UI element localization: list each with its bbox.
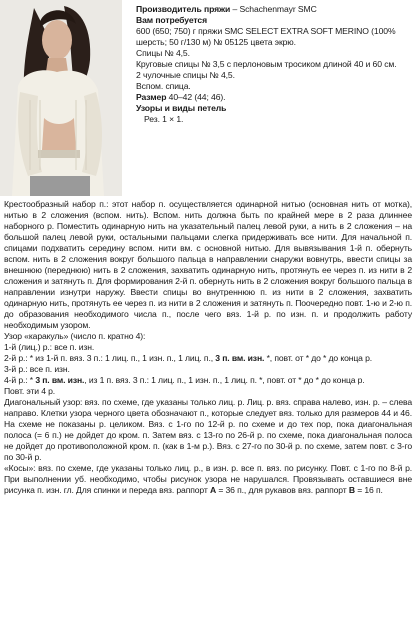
producer-label: Производитель пряжи: [136, 4, 231, 14]
size-label: Размер: [136, 92, 167, 102]
yarn-line: 600 (650; 750) г пряжи SMC SELECT EXTRA SOFT MERINO (100% шерсть; 50 г/130 м) № 05125 цвета экрю.: [136, 26, 396, 47]
needed-title: Вам потребуется: [136, 15, 207, 25]
repeat-b-letter: В: [348, 485, 355, 495]
repeat-a-letter: А: [210, 485, 217, 495]
rib-line: Рез. 1 × 1.: [144, 114, 184, 124]
braids-text-end: = 16 п.: [354, 485, 383, 495]
braids-text: «Косы»: вяз. по схеме, где указаны только лиц. р., в изн. р. все п. вяз. по рисунку. Повт. с 1-го по 8-й р. При выполнении уб. необходимо, чтобы рисунок узора не нарушался. Провязывать оставшиеся вне рисунка п. изн. гл. Для спинки и переда вяз. раппорт: [4, 463, 412, 495]
row-4: [4, 375, 412, 386]
needles-line-2: Круговые спицы № 3,5 с перлоновым тросиком длиной 40 и 60 см.: [136, 59, 397, 69]
producer-value: – Schachenmayr SMC: [230, 4, 317, 14]
header-block: [136, 4, 410, 125]
row-2: [4, 353, 412, 364]
row-1: 1-й (лиц.) р.: все п. изн.: [4, 342, 95, 352]
model-photo: [0, 0, 122, 196]
needles-line-3: 2 чулочные спицы № 4,5.: [136, 70, 235, 80]
karakul-title: Узор «каракуль» (число п. кратно 4):: [4, 331, 146, 341]
size-line: [136, 92, 410, 103]
producer-line: [136, 4, 410, 15]
row-4-part-c: , из 1 п. вяз. 3 п.: 1 лиц. п., 1 изн. п., 1 лиц. п. *, повт. от * до * до конца р.: [84, 375, 365, 385]
row-2-bold: 3 п. вм. изн.: [215, 353, 265, 363]
diagonal-paragraph: Диагональный узор: вяз. по схеме, где указаны только лиц. р. Лиц. р. вяз. справа налево, изн. р. – слева направо. Клетки узора черного цвета обозначают п., которые следует вяз. только для размеров 44 и 46. На схеме не показаны р. целиком. Вяз. с 1-го по 12-й р. по схеме и до тех пор, пока диагональная полоса (= 6 п.) не дойдет до кром. п. Затем вяз. с 13-го по 26-й р. по схеме, пока диагональная полоса не дойдет до противоположной кром. п. (как в 1-м р.). Вяз. с 27-го по 30-й р. по схеме, затем повт. с 3-го по 30-й р.: [4, 397, 412, 462]
aux-needle: Вспом. спица.: [136, 81, 191, 91]
row-4-part-a: 4-й р.: *: [4, 375, 36, 385]
row-3: 3-й р.: все п. изн.: [4, 364, 70, 374]
needles-line-1: Спицы № 4,5.: [136, 48, 190, 58]
cast-on-paragraph: Крестообразный набор п.: этот набор п. осуществляется одинарной нитью (основная нить от мотка), нитью в 2 сложения (вспом. нить). Вспом. нить должна быть по крайней мере в 2 раза длиннее наборного р. Поместить одинарную нить на указательный палец левой руки, а нить в 2 сложения – на большой палец левой руки, остальными пальцами слегка придерживать все нити. Для начальной п. спицами подхватить середину вспом. нити вм. с основной нитью. Для вывязывания 1-й п. обернуть вспом. нить в 2 сложения вокруг большого пальца в направлении снаружи вовнутрь, ввести спицы за внешнюю (переднюю) нить в 2 сложения, захватить одинарную нить, протянуть ее через п. из нити в 2 сложения и затянуть п. Для формирования 2-й п. обернуть нить в 2 сложения вокруг большого пальца в направлении изнутри наружу. Ввести спицы во внутреннюю п. из нити в 2 сложения, захватить одинарную нить, протянуть ее через п. из нити в 2 сложения и затянуть п. Поочередно повт. 1-ю и 2-ю п. до образования необходимого числа п., после чего вяз. 1-й р. по изн. п. и продолжить работу необходимым узором.: [4, 199, 412, 330]
braids-paragraph: [4, 463, 412, 496]
row-2-part-c: *, повт. от * до * до конца р.: [264, 353, 373, 363]
repeat-line: Повт. эти 4 р.: [4, 386, 56, 396]
braids-text-mid: = 36 п., для рукавов вяз. раппорт: [216, 485, 349, 495]
row-4-bold: 3 п. вм. изн.: [35, 375, 85, 385]
patterns-title: Узоры и виды петель: [136, 103, 227, 113]
row-2-part-a: 2-й р.: * из 1-й п. вяз. 3 п.: 1 лиц. п., 1 изн. п., 1 лиц. п.,: [4, 353, 216, 363]
size-value: 40–42 (44; 46).: [166, 92, 226, 102]
instructions-body: [4, 199, 412, 496]
